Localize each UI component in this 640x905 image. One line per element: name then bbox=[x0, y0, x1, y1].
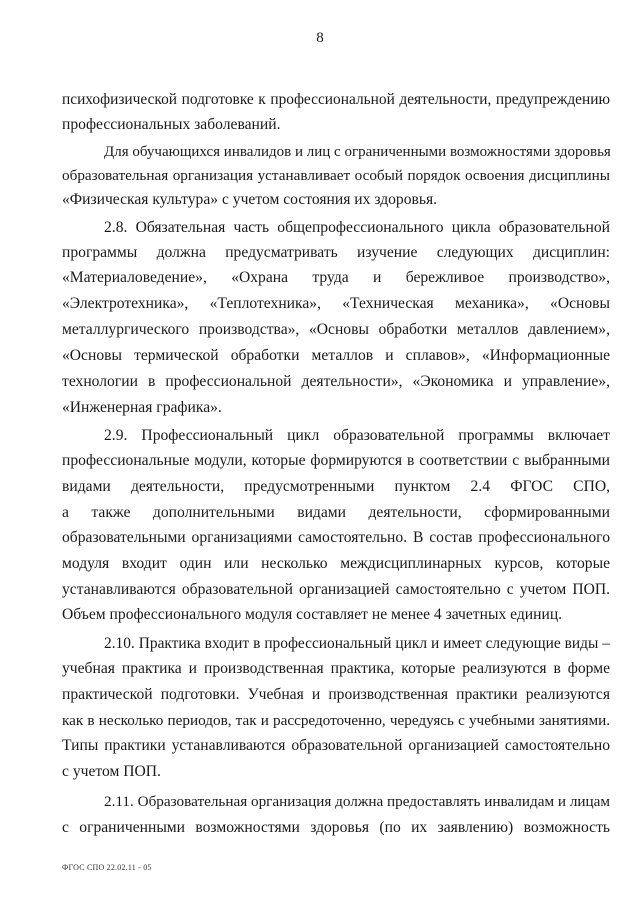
paragraph-line: профессиональные модули, которые формируются в соответствии с выбранными bbox=[62, 452, 610, 469]
paragraph-line: 2.8. Обязательная часть общепрофессионального цикла образовательной bbox=[104, 219, 610, 236]
paragraph-line: образовательными организациями самостоятельно. В состав профессионального bbox=[62, 529, 610, 546]
paragraph-line: профессиональных заболеваний. bbox=[62, 116, 281, 133]
paragraph-line: как в несколько периодов, так и рассредоточенно, чередуясь с учебными занятиями. bbox=[62, 712, 610, 729]
paragraph-line: Объем профессионального модуля составляет не менее 4 зачетных единиц. bbox=[62, 606, 563, 623]
paragraph-line: «Электротехника», «Теплотехника», «Техническая механика», «Основы bbox=[62, 295, 610, 312]
paragraph-line: «Основы термической обработки металлов и сплавов», «Информационные bbox=[62, 347, 610, 364]
paragraph-line: психофизической подготовке к профессиональной деятельности, предупреждению bbox=[62, 91, 610, 108]
paragraph-line: образовательная организация устанавливает особый порядок освоения дисциплины bbox=[62, 167, 610, 184]
paragraph-line: практической подготовки. Учебная и производственная практики реализуются bbox=[62, 686, 610, 703]
paragraph-line: учебная практика и производственная практика, которые реализуются в форме bbox=[62, 660, 610, 677]
paragraph-line: Типы практики устанавливаются образовательной организацией самостоятельно bbox=[62, 737, 610, 754]
paragraph-line: «Инженерная графика». bbox=[62, 399, 222, 416]
paragraph-line: с учетом ПОП. bbox=[62, 763, 161, 780]
paragraph-line: 2.9. Профессиональный цикл образовательной программы включает bbox=[104, 427, 610, 444]
paragraph-line: 2.10. Практика входит в профессиональный цикл и имеет следующие виды – bbox=[104, 635, 610, 652]
paragraph-line: а также дополнительными видами деятельности, сформированными bbox=[62, 504, 610, 521]
paragraph-line: с ограниченными возможностями здоровья (по их заявлению) возможность bbox=[62, 819, 610, 836]
paragraph-line: «Материаловедение», «Охрана труда и бережливое производство», bbox=[62, 269, 610, 286]
footer-code: ФГОС СПО 22.02.11 - 05 bbox=[62, 863, 152, 872]
paragraph-line: устанавливаются образовательной организацией самостоятельно с учетом ПОП. bbox=[62, 581, 610, 598]
paragraph-line: модуля входит один или несколько междисциплинарных курсов, которые bbox=[62, 555, 610, 572]
paragraph-line: 2.11. Образовательная организация должна предоставлять инвалидам и лицам bbox=[104, 793, 610, 810]
paragraph-line: «Физическая культура» с учетом состояния их здоровья. bbox=[62, 191, 438, 208]
paragraph-line: видами деятельности, предусмотренными пунктом 2.4 ФГОС СПО, bbox=[62, 478, 610, 495]
paragraph-line: технологии в профессиональной деятельности», «Экономика и управление», bbox=[62, 373, 610, 390]
page-number: 8 bbox=[316, 30, 324, 46]
paragraph-line: программы должна предусматривать изучение следующих дисциплин: bbox=[62, 244, 610, 261]
paragraph-line: Для обучающихся инвалидов и лиц с ограниченными возможностями здоровья bbox=[104, 144, 611, 160]
paragraph-line: металлургического производства», «Основы обработки металлов давлением», bbox=[62, 321, 610, 338]
